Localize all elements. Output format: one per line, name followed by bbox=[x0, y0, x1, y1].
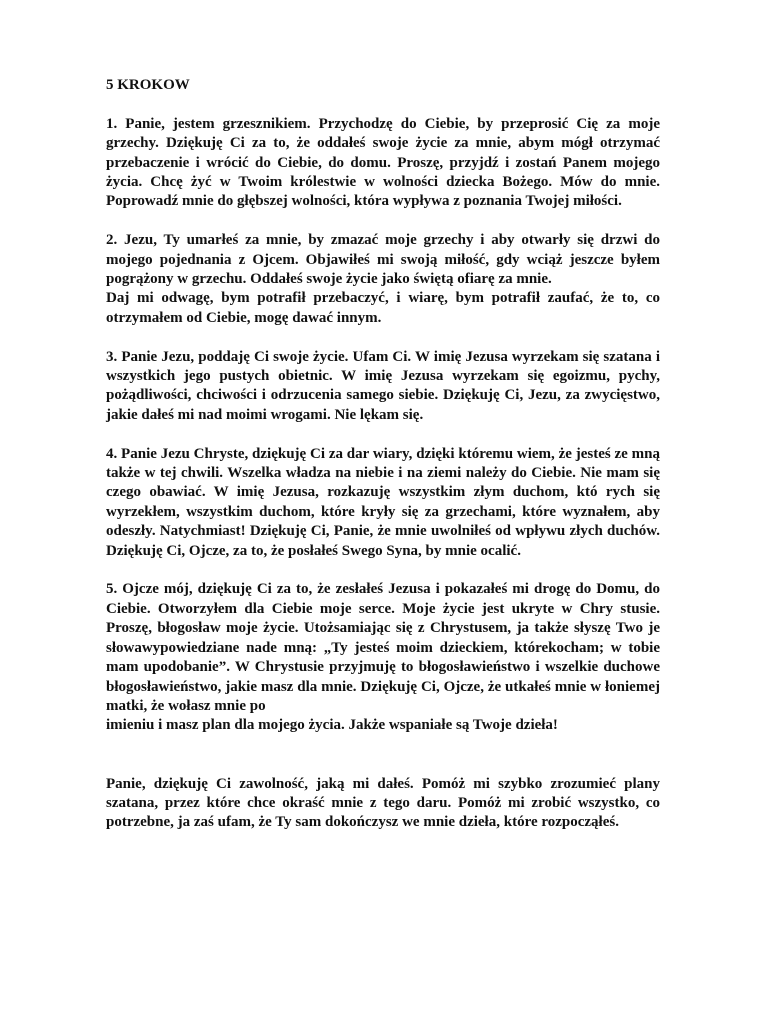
paragraph-line: 5. Ojcze mój, dziękuję Ci za to, że zesłałeś Jezusa i pokazałeś mi drogę do Domu, do Ciebie. Otworzyłem dla Ciebie moje serce. Moje życie jest ukryte w Chry stusie. Proszę, błogosław moje życie. Utożsamiając się z Chrystusem, ja także słyszę Two je słowawypowiedziane nade mną: „Ty jesteś moim dzieckiem, którekocham; w tobie mam upodobanie”. W Chrystusie przyjmuję to błogosławieństwo i wszelkie duchowe błogosławieństwo, jakie masz dla mnie. Dziękuję Ci, Ojcze, że utkałeś mnie w łoniemej matki, że wołasz mnie po bbox=[106, 581, 660, 714]
paragraph-line: 3. Panie Jezu, poddaję Ci swoje życie. Ufam Ci. W imię Jezusa wyrzekam się szatana i wszystkich jego pustych obietnic. W imię Jezusa wyrzekam się egoizmu, pychy, pożądliwości, chciwości i odrzucenia samego siebie. Dziękuję Ci, Jezu, za zwycięstwo, jakie dałeś mi nad moimi wrogami. Nie lękam się. bbox=[106, 348, 660, 423]
document-title: 5 KROKOW bbox=[106, 77, 190, 93]
paragraph-step-4 bbox=[106, 445, 660, 561]
paragraph-step-5 bbox=[106, 580, 660, 735]
paragraph-line: 2. Jezu, Ty umarłeś za mnie, by zmazać moje grzechy i aby otwarły się drzwi do mojego pojednania z Ojcem. Objawiłeś mi swoją miłość, gdy wciąż jeszcze byłem pogrążony w grzechu. Oddałeś swoje życie jako świętą ofiarę za mnie. bbox=[106, 232, 660, 288]
paragraph-closing-prayer bbox=[106, 775, 660, 833]
blank-line bbox=[106, 755, 660, 774]
paragraph-step-3 bbox=[106, 348, 660, 426]
paragraph-line: Daj mi odwagę, bym potrafił przebaczyć, i wiarę, bym potrafił zaufać, że to, co otrzymałem od Ciebie, mogę dawać innym. bbox=[106, 290, 660, 326]
paragraph-line: imieniu i masz plan dla mojego życia. Jakże wspaniałe są Twoje dzieła! bbox=[106, 717, 558, 734]
paragraph-line: Panie, dziękuję Ci zawolność, jaką mi dałeś. Pomóż mi szybko zrozumieć plany szatana, przez które chce okraść mnie z tego daru. Pomóż mi zrobić wszystko, co potrzebne, ja zaś ufam, że Ty sam dokończysz we mnie dzieła, które rozpocząłeś. bbox=[106, 775, 660, 831]
paragraph-step-1 bbox=[106, 115, 660, 212]
paragraph-line: 4. Panie Jezu Chryste, dziękuję Ci za dar wiary, dzięki któremu wiem, że jesteś ze mną także w tej chwili. Wszelka władza na niebie i na ziemi należy do Ciebie. Nie mam się czego obawiać. W imię Jezusa, rozkazuję wszystkim złym duchom, któ rych się wyrzekłem, wszystkim duchom, które kryły się za grzechami, które wyznałem, aby odeszły. Natychmiast! Dziękuję Ci, Panie, że mnie uwolniłeś od wpływu złych duchów. Dziękuję Ci, Ojcze, za to, że posłałeś Swego Syna, by mnie ocalić. bbox=[106, 445, 660, 559]
paragraph-line: 1. Panie, jestem grzesznikiem. Przychodzę do Ciebie, by przeprosić Cię za moje grzechy. Dziękuję Ci za to, że oddałeś swoje życie za mnie, abym mógł otrzymać przebaczenie i wrócić do Ciebie, do domu. Proszę, przyjdź i zostań Panem mojego życia. Chcę żyć w Twoim królestwie w wolności dziecka Bożego. Mów do mnie. Poprowadź mnie do głębszej wolności, która wypływa z poznania Twojej miłości. bbox=[106, 115, 660, 210]
document-page bbox=[106, 76, 660, 852]
paragraph-step-2 bbox=[106, 231, 660, 328]
